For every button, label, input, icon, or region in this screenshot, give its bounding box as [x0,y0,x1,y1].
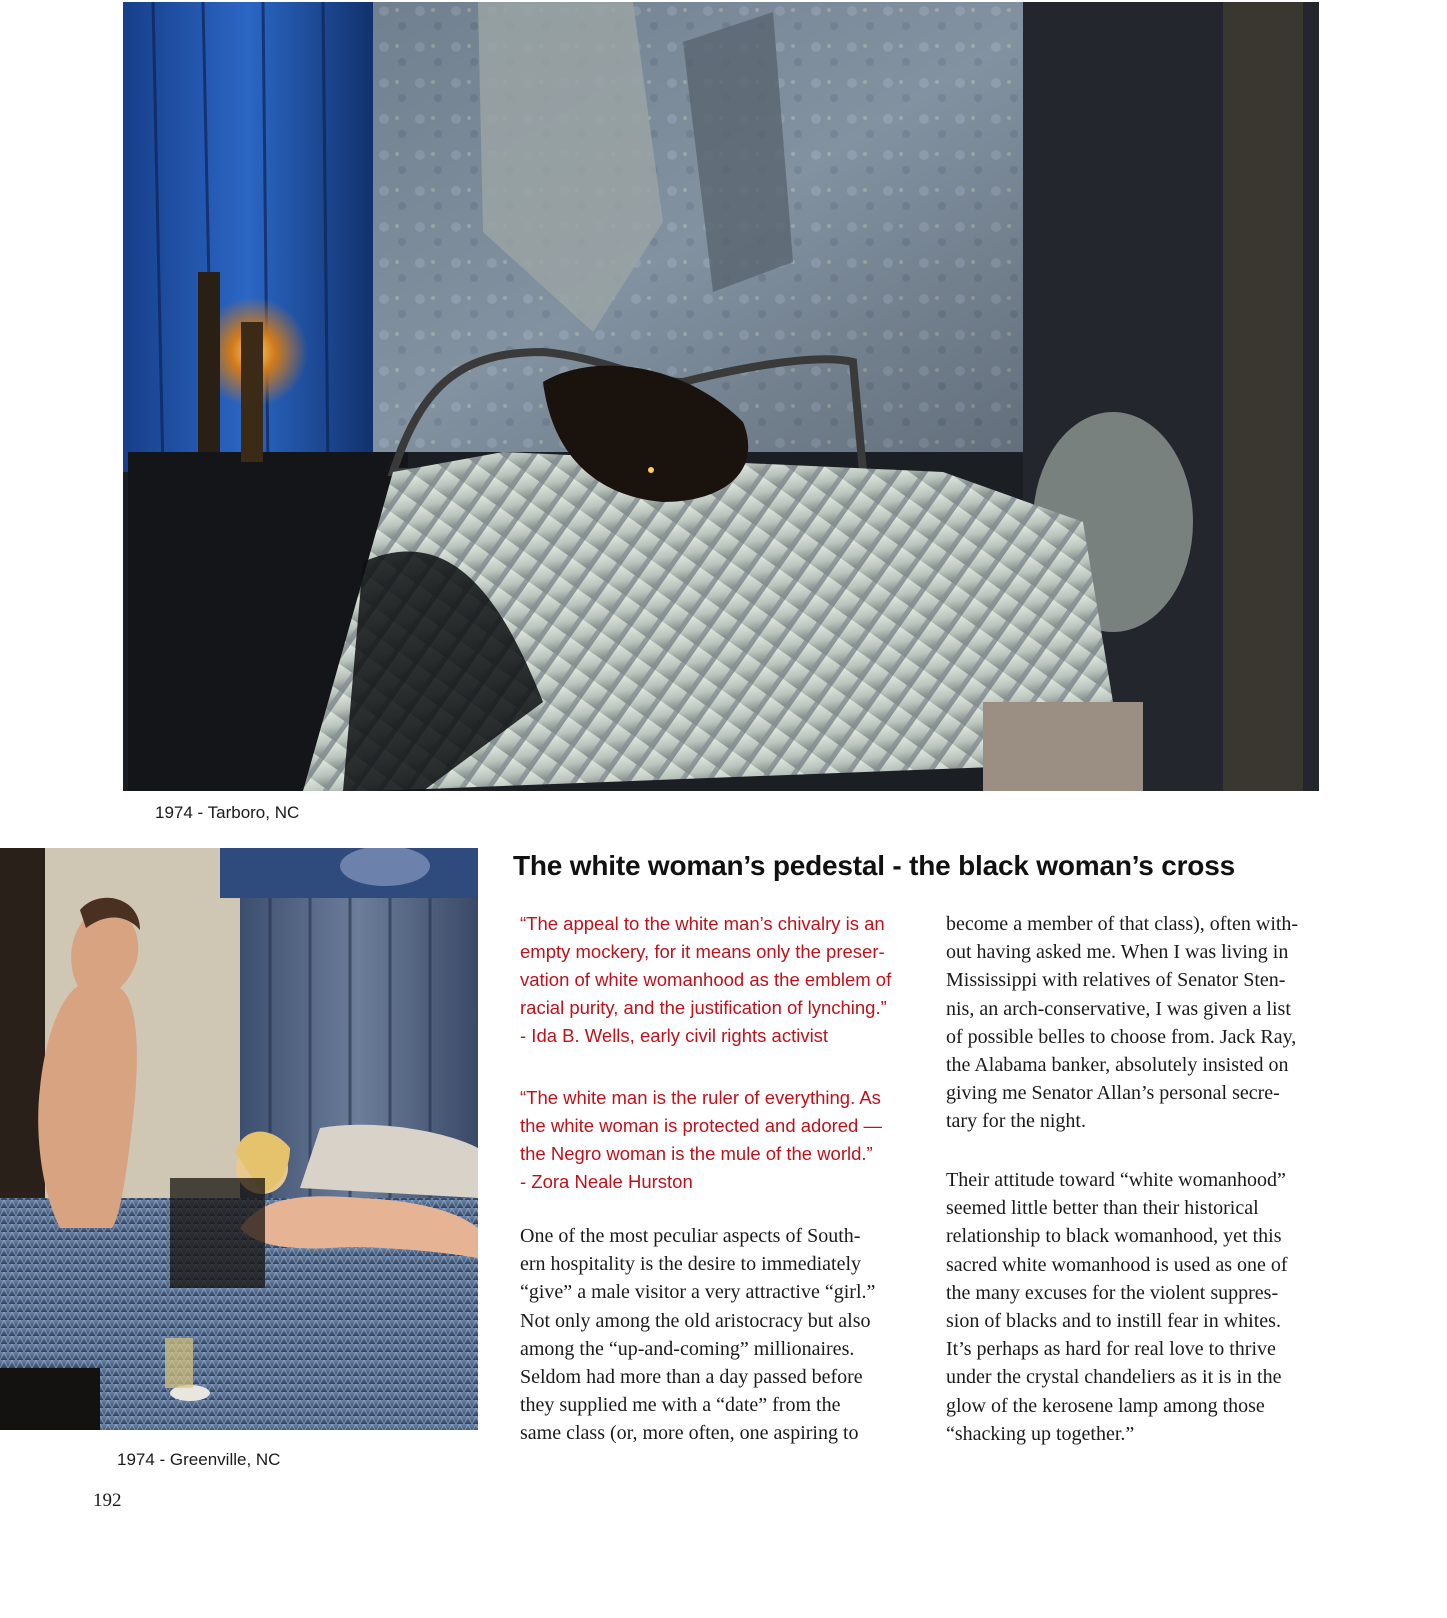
quote-ida-b-wells [520,910,920,1050]
body-line: Their attitude toward “white womanhood” [946,1169,1286,1191]
body-line: Seldom had more than a day passed before [520,1366,863,1389]
body-line: seemed little better than their historical [946,1197,1259,1220]
body-line: relationship to black womanhood, yet this [946,1225,1282,1248]
body-line: nis, an arch-conservative, I was given a list [946,997,1291,1020]
photo-greenville [0,848,478,1430]
body-line: One of the most peculiar aspects of South- [520,1225,861,1247]
body-paragraph-column-1 [520,1222,875,1448]
body-line: they supplied me with a “date” from the [520,1394,841,1417]
page-number: 192 [93,1490,122,1511]
body-line: ern hospitality is the desire to immediately [520,1253,862,1276]
photo-caption-tarboro: 1974 - Tarboro, NC [155,803,300,822]
body-line: under the crystal chandeliers as it is in the [946,1366,1282,1389]
body-line: among the “up-and-coming” millionaires. [520,1337,855,1360]
quote-line: “The white man is the ruler of everything. As [520,1087,881,1108]
body-line: of possible belles to choose from. Jack Ray, [946,1025,1297,1048]
body-line: become a member of that class), often with- [946,913,1299,935]
quote-line: vation of white womanhood as the emblem of [520,969,892,990]
body-line: the Alabama banker, absolutely insisted on [946,1054,1289,1077]
body-line: Mississippi with relatives of Senator Sten- [946,969,1286,992]
body-line: Not only among the old aristocracy but also [520,1309,871,1332]
body-line: It’s perhaps as hard for real love to thrive [946,1338,1276,1361]
quote-line: empty mockery, for it means only the preser- [520,941,885,962]
body-line: sion of blacks and to instill fear in whites. [946,1310,1281,1333]
quote-line: the white woman is protected and adored — [520,1115,882,1136]
body-line: “give” a male visitor a very attractive “girl.” [520,1281,876,1304]
body-paragraph-column-2 [946,1166,1288,1448]
body-line: out having asked me. When I was living in [946,941,1289,964]
body-line: tary for the night. [946,1110,1086,1133]
body-line: the many excuses for the violent suppres- [946,1281,1279,1304]
quote-attribution: - Ida B. Wells, early civil rights activist [520,1025,829,1046]
body-line: giving me Senator Allan’s personal secre- [946,1082,1280,1105]
photo-caption-greenville: 1974 - Greenville, NC [117,1450,281,1469]
body-line: same class (or, more often, one aspiring to [520,1422,859,1445]
quote-line: the Negro woman is the mule of the world.” [520,1143,873,1164]
body-paragraph-column-2-continued [946,910,1298,1136]
article-heading: The white woman’s pedestal - the black woman’s cross [513,850,1235,881]
body-line: glow of the kerosene lamp among those [946,1394,1265,1417]
quote-attribution: - Zora Neale Hurston [520,1171,693,1192]
quote-line: “The appeal to the white man’s chivalry is an [520,913,885,934]
quote-zora-neale-hurston [520,1084,920,1196]
body-line: “shacking up together.” [946,1422,1135,1445]
photo-tarboro [123,2,1319,791]
body-line: sacred white womanhood is used as one of [946,1253,1288,1276]
quote-line: racial purity, and the justification of lynching.” [520,997,887,1018]
